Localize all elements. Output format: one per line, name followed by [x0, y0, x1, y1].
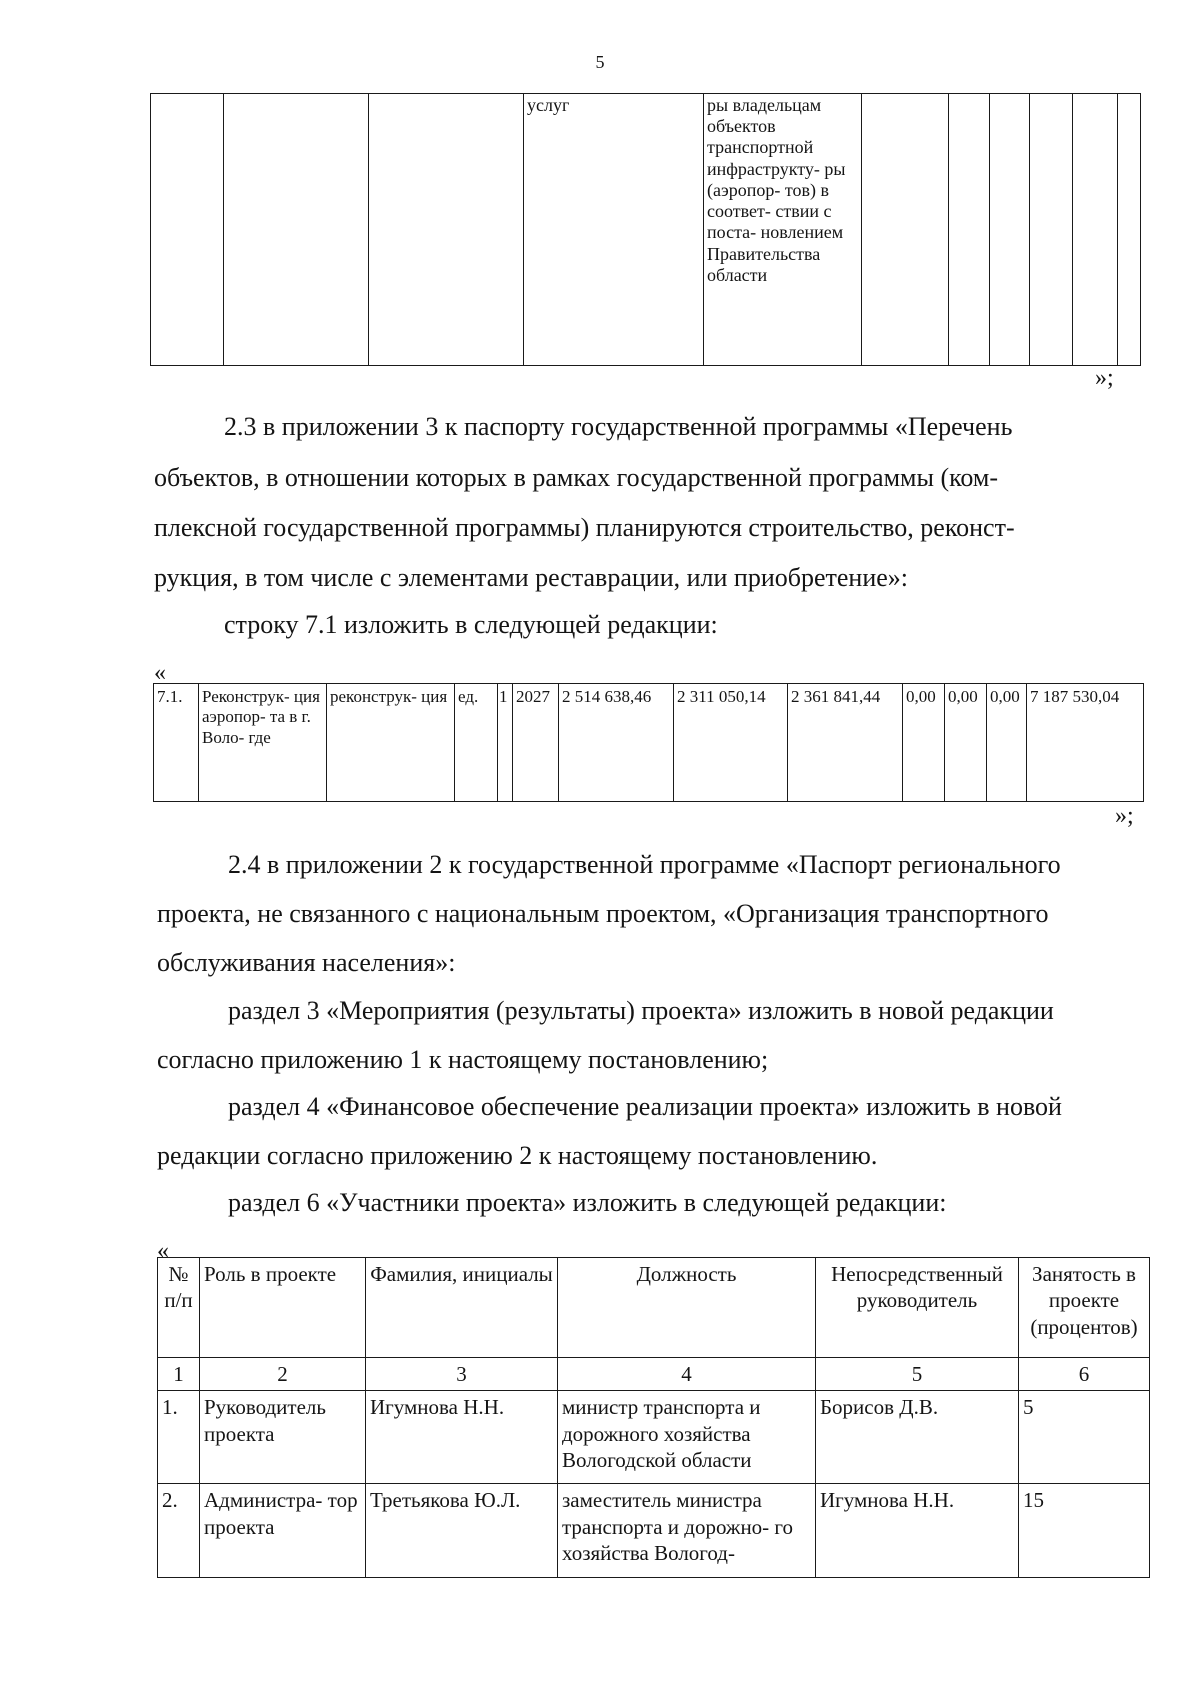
- object-row-table: [153, 683, 1144, 802]
- column-number: 2: [200, 1358, 366, 1391]
- position: министр транспорта и дорожного хозяйства Вологодской области: [558, 1391, 816, 1484]
- load-percent: 15: [1019, 1484, 1150, 1578]
- paragraph-2-3-line-4: рукция, в том числе с элементами реставрации, или приобретение»:: [154, 563, 909, 592]
- table1-cell: [1073, 94, 1118, 366]
- table1-cell: [1030, 94, 1073, 366]
- objects-table-fragment: [150, 93, 1141, 366]
- object-name: Реконструк- ция аэропор- та в г. Воло- где: [199, 684, 327, 802]
- value-1: 2 514 638,46: [559, 684, 674, 802]
- table1-cell: [224, 94, 369, 366]
- total: 7 187 530,04: [1027, 684, 1144, 802]
- table1-cell-services: услуг: [524, 94, 704, 366]
- column-number: 1: [158, 1358, 200, 1391]
- role: Администра- тор проекта: [200, 1484, 366, 1578]
- table-row: [158, 1391, 1150, 1484]
- paragraph-2-4-line-3: обслуживания населения»:: [157, 948, 456, 977]
- table-header-row: [158, 1258, 1150, 1358]
- value-4: 0,00: [903, 684, 945, 802]
- value-3: 2 361 841,44: [788, 684, 903, 802]
- paragraph-2-4-line-2: проекта, не связанного с национальным проектом, «Организация транспортного: [157, 899, 1049, 928]
- table1-cell: [949, 94, 990, 366]
- header-position: Должность: [558, 1258, 816, 1358]
- header-manager: Непосредственный руководитель: [816, 1258, 1019, 1358]
- value-6: 0,00: [987, 684, 1027, 802]
- table1-cell: [1118, 94, 1141, 366]
- paragraph-2-3-line-1: 2.3 в приложении 3 к паспорту государственной программы «Перечень: [224, 412, 1013, 441]
- row-number: 7.1.: [154, 684, 199, 802]
- position: заместитель министра транспорта и дорожно- го хозяйства Вологод-: [558, 1484, 816, 1578]
- column-number-row: [158, 1358, 1150, 1391]
- column-number: 5: [816, 1358, 1019, 1391]
- value-5: 0,00: [945, 684, 987, 802]
- participants-table: [157, 1257, 1150, 1578]
- page-number: 5: [595, 52, 605, 72]
- paragraph-section-3-line-1: раздел 3 «Мероприятия (результаты) проекта» изложить в новой редакции: [228, 996, 1054, 1025]
- quantity: 1: [498, 684, 513, 802]
- closing-quote: »;: [1095, 365, 1114, 391]
- full-name: Игумнова Н.Н.: [366, 1391, 558, 1484]
- column-number: 3: [366, 1358, 558, 1391]
- load-percent: 5: [1019, 1391, 1150, 1484]
- table1-cell: [862, 94, 949, 366]
- column-number: 6: [1019, 1358, 1150, 1391]
- full-name: Третьякова Ю.Л.: [366, 1484, 558, 1578]
- column-number: 4: [558, 1358, 816, 1391]
- paragraph-2-3-line-2: объектов, в отношении которых в рамках государственной программы (ком-: [154, 463, 999, 492]
- table1-cell: [151, 94, 224, 366]
- row-number: 2.: [158, 1484, 200, 1578]
- paragraph-2-4-line-1: 2.4 в приложении 2 к государственной программе «Паспорт регионального: [228, 850, 1061, 879]
- table1-cell-description: ры владельцам объектов транспортной инфраструкту- ры (аэропор- тов) в соответ- ствии с поста- новлением Правительства области: [704, 94, 862, 366]
- opening-quote: «: [154, 660, 166, 686]
- table-row: [158, 1484, 1150, 1578]
- table1-cell: [990, 94, 1030, 366]
- paragraph-section-3-line-2: согласно приложению 1 к настоящему постановлению;: [157, 1045, 769, 1074]
- year: 2027: [513, 684, 559, 802]
- manager: Борисов Д.В.: [816, 1391, 1019, 1484]
- unit: ед.: [455, 684, 498, 802]
- header-role: Роль в проекте: [200, 1258, 366, 1358]
- paragraph-row-7-1: строку 7.1 изложить в следующей редакции:: [224, 610, 718, 639]
- paragraph-section-4-line-1: раздел 4 «Финансовое обеспечение реализации проекта» изложить в новой: [228, 1092, 1062, 1121]
- closing-quote: »;: [1115, 803, 1134, 829]
- work-type: реконструк- ция: [327, 684, 455, 802]
- header-load: Занятость в проекте (процентов): [1019, 1258, 1150, 1358]
- table1-cell: [369, 94, 524, 366]
- opening-quote: «: [157, 1238, 169, 1264]
- paragraph-2-3-line-3: плексной государственной программы) планируются строительство, реконст-: [154, 513, 1015, 542]
- value-2: 2 311 050,14: [674, 684, 788, 802]
- manager: Игумнова Н.Н.: [816, 1484, 1019, 1578]
- role: Руководитель проекта: [200, 1391, 366, 1484]
- row-number: 1.: [158, 1391, 200, 1484]
- paragraph-section-4-line-2: редакции согласно приложению 2 к настоящему постановлению.: [157, 1141, 878, 1170]
- header-name: Фамилия, инициалы: [366, 1258, 558, 1358]
- paragraph-section-6: раздел 6 «Участники проекта» изложить в следующей редакции:: [228, 1188, 947, 1217]
- header-number: № п/п: [158, 1258, 200, 1358]
